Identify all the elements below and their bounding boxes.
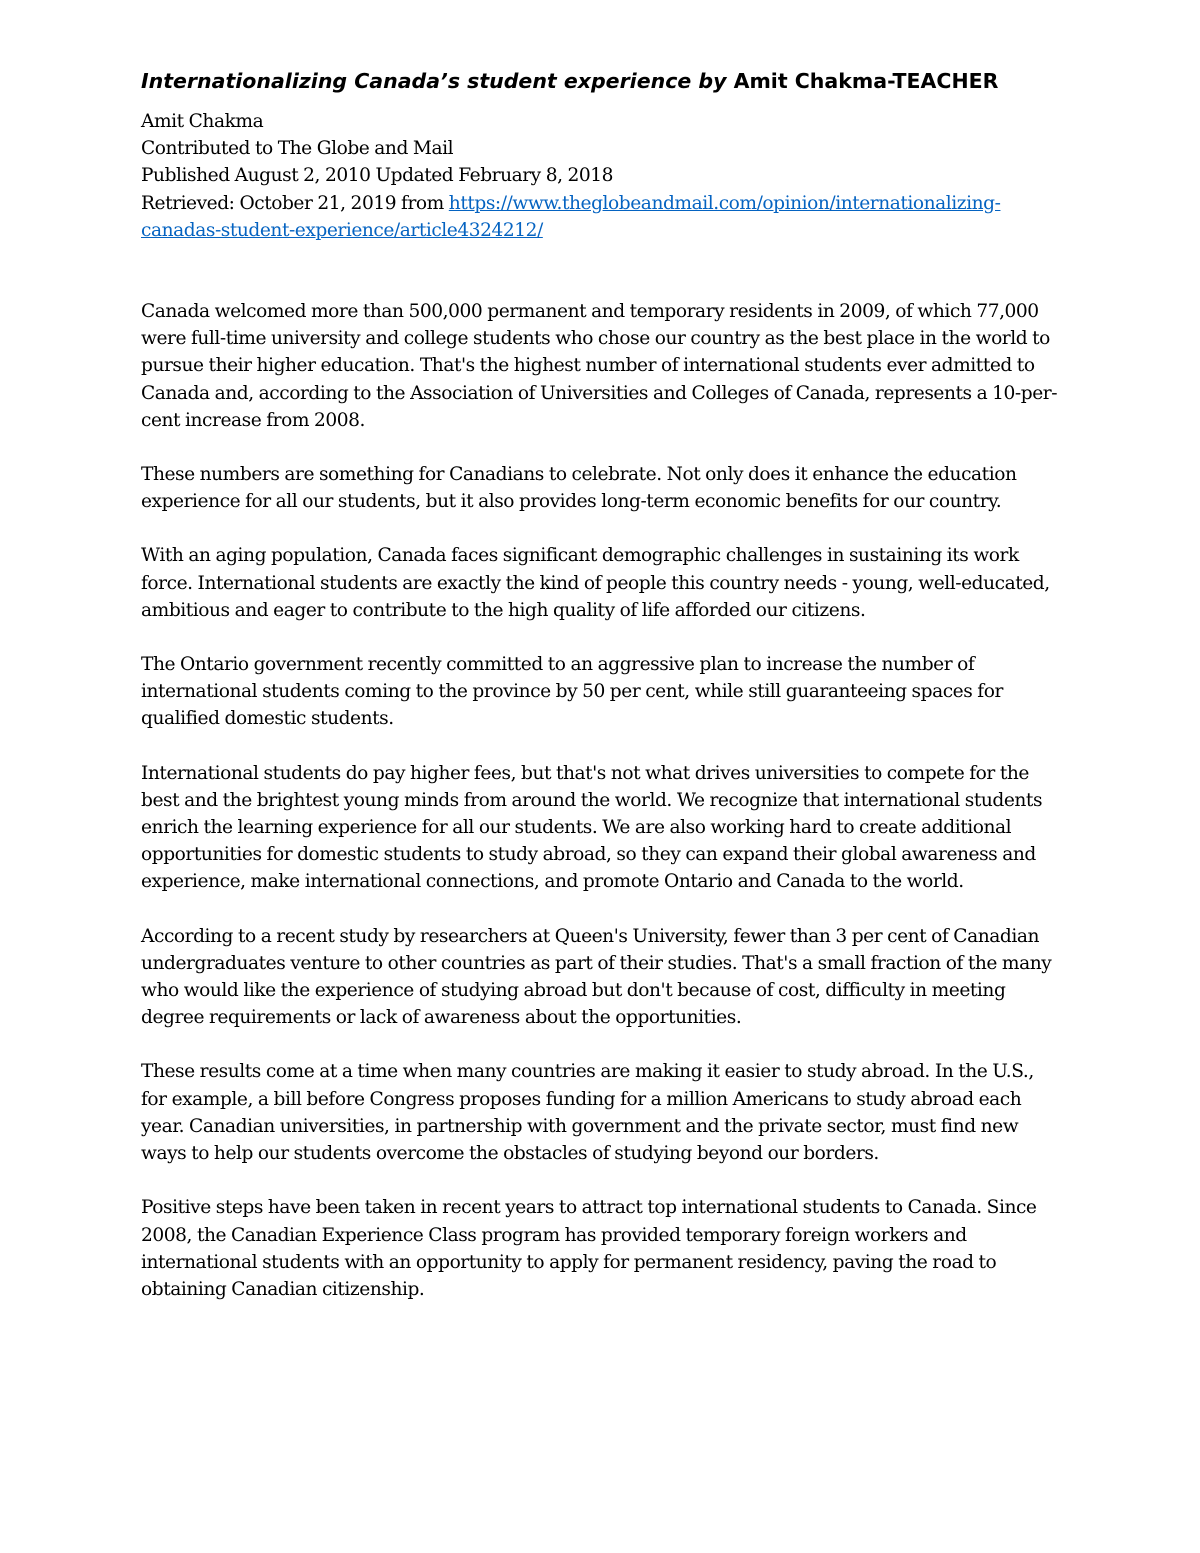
body-paragraph-8: Positive steps have been taken in recent years to attract top international students to Canada. Since 2008, the Canadian Experience Class program has provided temporary foreign workers and international students with an opportunity to apply for permanent residency, paving the road to obtaining Canadian citizenship. [141,1197,1037,1300]
body-paragraph-1: Canada welcomed more than 500,000 permanent and temporary residents in 2009, of which 77,000 were full-time university and college students who chose our country as the best place in the world to pursue their higher education. That's the highest number of international students ever admitted to Canada and, according to the Association of Universities and Colleges of Canada, represents a 10-per-cent increase from 2008. [141,301,1058,431]
retrieved-line [141,190,1061,244]
published-line: Published August 2, 2010 Updated February 8, 2018 [141,165,614,187]
body-paragraph-6: According to a recent study by researchers at Queen's University, fewer than 3 per cent of Canadian undergraduates venture to other countries as part of their studies. That's a small fraction of the many who would like the experience of studying abroad but don't because of cost, difficulty in meeting degree requirements or lack of awareness about the opportunities. [141,925,1052,1029]
title-author: Amit Chakma-TEACHER [726,69,999,93]
author-line: Amit Chakma [141,111,264,132]
document-title [141,68,1061,95]
title-italic: Internationalizing Canada’s student experience by [141,69,727,93]
body-paragraph-7: These results come at a time when many countries are making it easier to study abroad. In the U.S., for example, a bill before Congress proposes funding for a million Americans to study abroad each year. Canadian universities, in partnership with government and the private sector, must find new ways to help our students overcome the obstacles of studying beyond our borders. [141,1061,1034,1165]
retrieved-prefix: Retrieved: October 21, 2019 from [141,192,449,214]
document-page [141,68,1061,1330]
body-paragraph-5: International students do pay higher fees, but that's not what drives universities to compete for the best and the brightest young minds from around the world. We recognize that international students enrich the learning experience for all our students. We are also working hard to create additional opportunities for domestic students to study abroad, so they can expand their global awareness and experience, make international connections, and promote Ontario and Canada to the world. [141,762,1043,893]
citation-block [141,108,1061,244]
body-paragraph-4: The Ontario government recently committed to an aggressive plan to increase the number of international students coming to the province by 50 per cent, while still guaranteeing spaces for qualified domestic students. [141,654,1003,730]
body-paragraph-2: These numbers are something for Canadians to celebrate. Not only does it enhance the education experience for all our students, but it also provides long-term economic benefits for our country. [141,464,1017,513]
source-link[interactable]: https://www.theglobeandmail.com/opinion/internationalizing-canadas-student-experience/article4324212/ [141,192,1001,241]
body-paragraph-3: With an aging population, Canada faces significant demographic challenges in sustaining its work force. International students are exactly the kind of people this country needs - young, well-educated, ambitious and eager to contribute to the high quality of life afforded our citizens. [141,545,1050,621]
contributed-line: Contributed to The Globe and Mail [141,138,454,160]
